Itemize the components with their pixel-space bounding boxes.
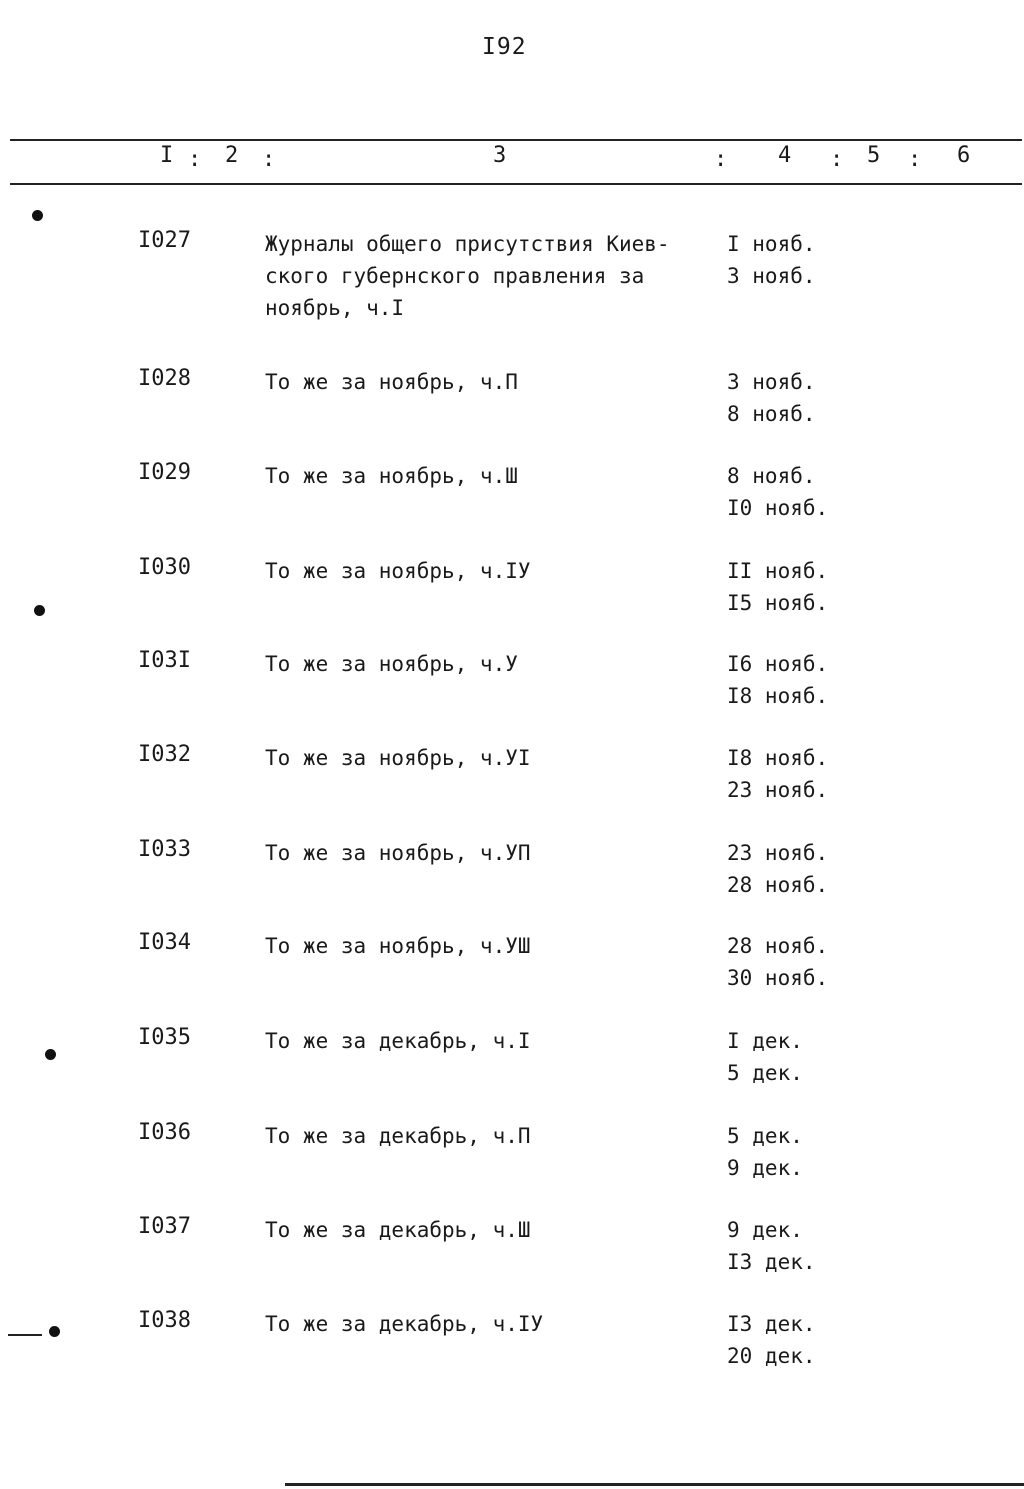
date-end: 23 нояб. <box>727 778 829 802</box>
item-dates <box>727 366 816 430</box>
item-dates <box>727 228 816 292</box>
item-dates <box>727 555 828 619</box>
date-end: 9 дек. <box>727 1156 803 1180</box>
item-dates <box>727 1214 816 1278</box>
table-row <box>0 1214 1024 1304</box>
item-number: I034 <box>138 930 191 955</box>
table-row <box>0 1120 1024 1210</box>
date-start: I дек. <box>727 1029 803 1053</box>
margin-dash-mark <box>8 1334 42 1336</box>
date-start: I8 нояб. <box>727 746 829 770</box>
header-separator: : <box>188 147 202 172</box>
punch-hole-mark <box>45 1049 56 1060</box>
page-bottom-rule <box>285 1483 1024 1486</box>
header-col-6: 6 <box>957 143 971 168</box>
item-number: I029 <box>138 460 191 485</box>
item-dates <box>727 837 828 901</box>
item-title: То же за декабрь, ч.I <box>265 1029 531 1053</box>
date-start: II нояб. <box>727 559 829 583</box>
item-number: I038 <box>138 1308 191 1333</box>
punch-hole-mark <box>34 605 45 616</box>
item-dates <box>727 648 828 712</box>
header-col-2: 2 <box>225 143 239 168</box>
item-title: То же за ноябрь, ч.IУ <box>265 559 531 583</box>
date-start: I нояб. <box>727 232 816 256</box>
item-number: I037 <box>138 1214 191 1239</box>
item-title: То же за декабрь, ч.Ш <box>265 1218 531 1242</box>
item-title: То же за ноябрь, ч.П <box>265 370 518 394</box>
item-title: То же за ноябрь, ч.УI <box>265 746 531 770</box>
header-separator: : <box>262 147 276 172</box>
table-row <box>0 648 1024 738</box>
item-number: I032 <box>138 742 191 767</box>
date-end: 8 нояб. <box>727 402 816 426</box>
table-row <box>0 228 1024 318</box>
header-separator: : <box>908 147 922 172</box>
punch-hole-mark <box>32 210 43 221</box>
item-title: То же за декабрь, ч.IУ <box>265 1312 544 1336</box>
date-end: 5 дек. <box>727 1061 803 1085</box>
item-number: I035 <box>138 1025 191 1050</box>
item-number: I027 <box>138 228 191 253</box>
item-title: То же за ноябрь, ч.УШ <box>265 934 531 958</box>
item-title: То же за ноябрь, ч.У <box>265 652 518 676</box>
table-row <box>0 837 1024 927</box>
date-end: 30 нояб. <box>727 966 829 990</box>
header-col-1: I <box>160 143 174 168</box>
table-row <box>0 1308 1024 1398</box>
item-title: То же за ноябрь, ч.УП <box>265 841 531 865</box>
item-dates <box>727 742 828 806</box>
date-start: I6 нояб. <box>727 652 829 676</box>
item-number: I033 <box>138 837 191 862</box>
date-start: 5 дек. <box>727 1124 803 1148</box>
header-separator: : <box>830 147 844 172</box>
item-title: То же за декабрь, ч.П <box>265 1124 531 1148</box>
item-number: I028 <box>138 366 191 391</box>
date-end: 28 нояб. <box>727 873 829 897</box>
date-start: I3 дек. <box>727 1312 816 1336</box>
item-number: I03I <box>138 648 191 673</box>
date-end: I0 нояб. <box>727 496 829 520</box>
date-end: I3 дек. <box>727 1250 816 1274</box>
date-start: 3 нояб. <box>727 370 816 394</box>
table-row <box>0 742 1024 832</box>
date-end: 20 дек. <box>727 1344 816 1368</box>
table-row <box>0 930 1024 1020</box>
item-number: I036 <box>138 1120 191 1145</box>
header-col-5: 5 <box>867 143 881 168</box>
punch-hole-mark <box>49 1326 60 1337</box>
item-number: I030 <box>138 555 191 580</box>
date-end: I5 нояб. <box>727 591 829 615</box>
item-dates <box>727 1025 803 1089</box>
header-col-4: 4 <box>778 143 792 168</box>
page-number: I92 <box>482 34 527 60</box>
date-end: 3 нояб. <box>727 264 816 288</box>
table-row <box>0 460 1024 550</box>
header-col-3: 3 <box>493 143 507 168</box>
item-title: Журналы общего присутствия Киев- ского губернского правления за ноябрь, ч.I <box>265 232 670 320</box>
table-row <box>0 366 1024 456</box>
date-end: I8 нояб. <box>727 684 829 708</box>
date-start: 8 нояб. <box>727 464 816 488</box>
item-dates <box>727 1308 816 1372</box>
item-dates <box>727 460 828 524</box>
date-start: 28 нояб. <box>727 934 829 958</box>
item-title: То же за ноябрь, ч.Ш <box>265 464 518 488</box>
table-row <box>0 555 1024 645</box>
date-start: 9 дек. <box>727 1218 803 1242</box>
date-start: 23 нояб. <box>727 841 829 865</box>
header-separator: : <box>714 147 728 172</box>
item-dates <box>727 930 828 994</box>
table-row <box>0 1025 1024 1115</box>
item-dates <box>727 1120 803 1184</box>
